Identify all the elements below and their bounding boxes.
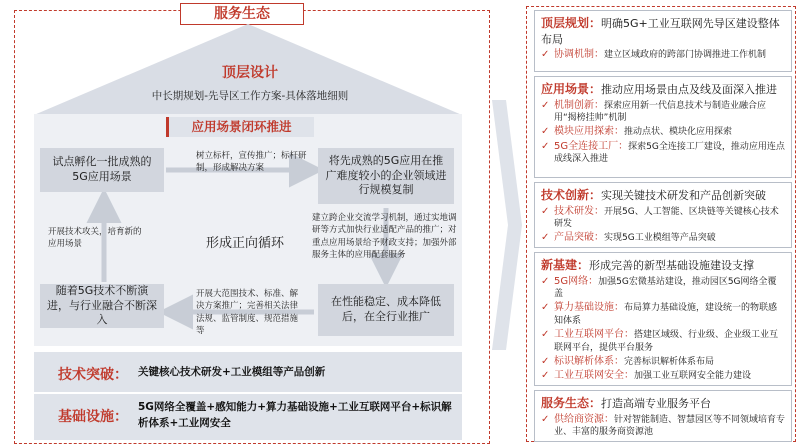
card-text: 实现关键技术研发和产品创新突破 [601,189,767,202]
list-item: ✓ 供给商资源：针对智能制造、智慧园区等不同领域培育专业、丰富的服务商资源池 [541,413,786,438]
list-item: ✓ 技术研发：开展5G、人工智能、区块链等关键核心技术研发 [541,205,779,230]
list-item: ✓ 5G全连接工厂：探索5G全连接工厂建设，推动应用连点成线深入推进 [541,140,785,165]
check-icon: ✓ [541,329,550,341]
label-bottom: 开展大范围技术、标准、解决方案推广；完善相关法律法规、监管制度、规范措施等 [196,289,299,336]
band-tech [34,352,462,392]
card-service-eco [534,390,792,442]
card-text: 推动应用场景由点及线及面深入推进 [601,83,778,96]
scene-title: 应用场景闭环推进 [166,117,314,137]
card-key: 技术创新： [541,188,602,202]
band-infra [34,394,462,440]
list-item: ✓ 5G网络：加强5G宏微基站建设，推动园区5G网络全覆盖 [541,275,777,300]
label-right: 建立跨企业交流学习机制，通过实地调研等方式加快行业适配产品的推广；对重点应用场景给予财政支持；加强外部服务主体的应用配套服务 [312,213,457,260]
connector-chevron [492,100,522,350]
list-item: ✓ 产品突破：实现5G工业模组等产品突破 [541,232,716,244]
list-item: ✓ 算力基础设施：布局算力基础设施，建设统一的物联感知体系 [541,302,778,326]
card-key: 服务生态： [541,396,602,410]
band-infra-title: 基础设施： [58,409,128,425]
card-key: 顶层规划： [541,16,602,30]
card-text: 形成完善的新型基础设施建设支撑 [589,259,755,272]
label-top: 树立标杆，宣传推广；标杆研制，形成解决方案 [196,151,307,174]
check-icon: ✓ [541,370,550,382]
node-replicate: 将先成熟的5G应用在推广难度较小的企业领域进行规模复制 [318,148,454,204]
card-text: 打造高端专业服务平台 [601,397,712,410]
card-key: 新基建： [541,258,590,272]
list-item: ✓ 标识解析体系：完善标识解析体系布局 [541,355,715,367]
card-top-planning [534,10,792,72]
list-item: ✓ 工业互联网平台：搭建区域级、行业级、企业级工业互联网平台，提供平台服务 [541,329,779,353]
check-icon: ✓ [541,232,550,244]
check-icon: ✓ [541,413,550,425]
check-icon: ✓ [541,140,550,152]
roof-subtitle: 中长期规划-先导区工作方案-具体落地细则 [151,90,349,102]
node-evolve: 随着5G技术不断演进，与行业融合不断深入 [40,284,164,328]
card-tech-innovation [534,182,792,248]
card-text: 明确5G+工业互联网先导区建设整体布局 [541,17,780,46]
label-left: 开展技术攻关，培育新的应用场景 [48,227,142,250]
check-icon: ✓ [541,49,550,61]
band-infra-text: 5G网络全覆盖+感知能力+算力基础设施+工业互联网平台+标识解析体系+工业网安全 [138,401,452,429]
frame-title: 服务生态 [180,3,304,25]
check-icon: ✓ [541,205,550,217]
list-item: ✓ 协调机制：建立区域政府的跨部门协调推进工作机制 [541,49,767,61]
node-pilot: 试点孵化一批成熟的5G应用场景 [40,148,164,192]
node-industry-wide: 在性能稳定、成本降低后，在全行业推广 [318,284,454,336]
check-icon: ✓ [541,302,550,314]
band-tech-text: 关键核心技术研发+工业模组等产品创新 [138,366,326,378]
card-app-scenes [534,76,792,178]
list-item: ✓ 机制创新：探索应用新一代信息技术与制造业融合应用“揭榜挂帅”机制 [541,99,767,124]
card-new-infra [534,252,792,386]
check-icon: ✓ [541,99,550,111]
check-icon: ✓ [541,126,550,138]
list-item: ✓ 模块应用探索：推动点状、模块化应用探索 [541,126,733,138]
roof-title: 顶层设计 [222,65,278,81]
list-item: ✓ 工业互联网安全：加强工业互联网安全能力建设 [541,370,752,382]
check-icon: ✓ [541,355,550,367]
check-icon: ✓ [541,275,550,287]
label-center: 形成正向循环 [205,236,284,251]
band-tech-title: 技术突破： [58,367,128,383]
card-key: 应用场景： [541,82,602,96]
